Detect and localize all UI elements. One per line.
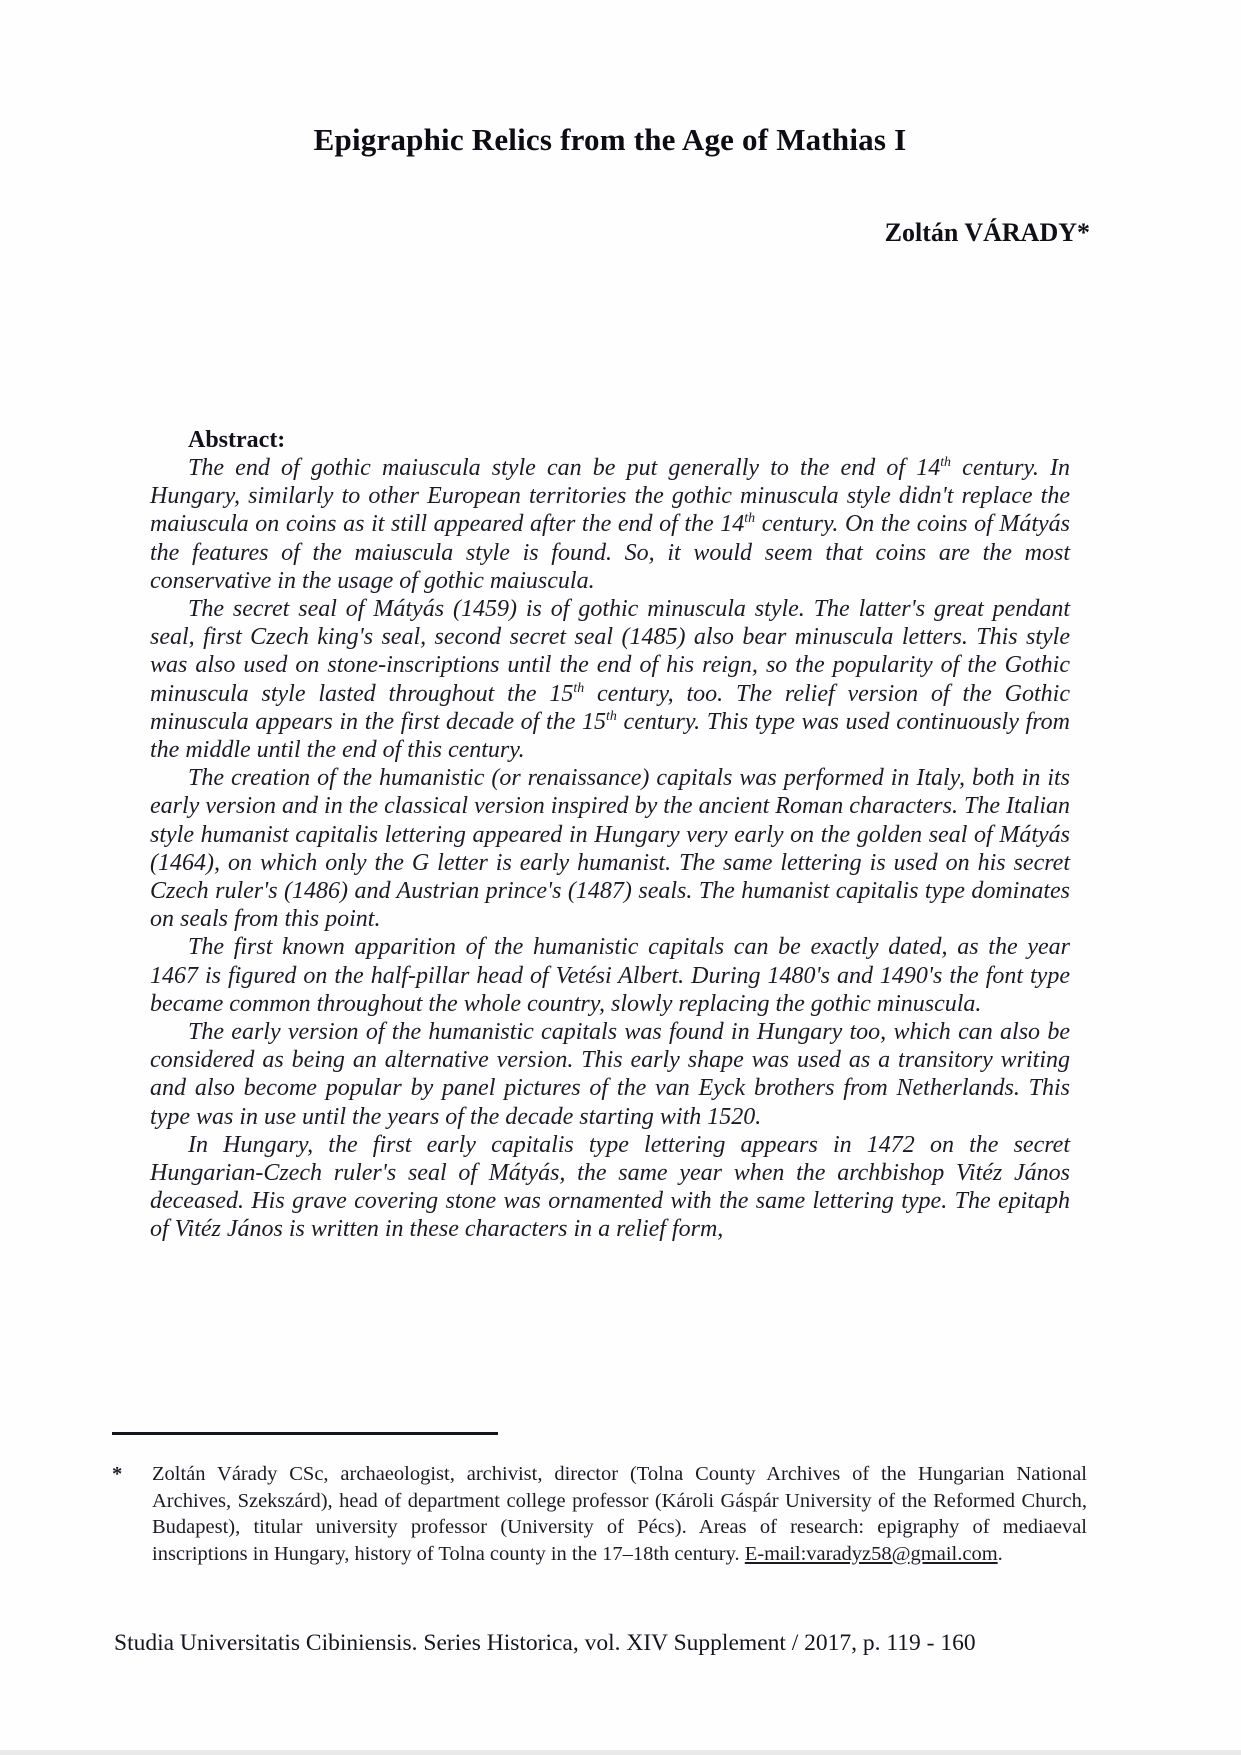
abstract-paragraph-2: The secret seal of Mátyás (1459) is of gothic minuscula style. The latter's great pendant seal, first Czech king's seal, second secret seal (1485) also bear minuscula letters. This style was also used on stone-inscriptions until the end of his reign, so the popularity of the Gothic minuscula style lasted throughout the 15th century, too. The relief version of the Gothic minuscula appears in the first decade of the 15th century. This type was used continuously from the middle until the end of this century.	[150, 596, 1071, 764]
abstract-paragraph-3: The creation of the humanistic (or renaissance) capitals was performed in Italy, both in its early version and in the classical version inspired by the ancient Roman characters. The Italian style humanist capitalis lettering appeared in Hungary very early on the golden seal of Mátyás (1464), on which only the G letter is early humanist. The same lettering is used on his secret Czech ruler's (1486) and Austrian prince's (1487) seals. The humanist capitalis type dominates on seals from this point.	[150, 765, 1070, 933]
footnote-text-trailing: .	[997, 1542, 1003, 1565]
footnote-marker: *	[112, 1463, 123, 1485]
main-column	[150, 0, 1090, 1244]
footnote-text	[152, 1461, 1087, 1567]
footnote	[112, 1461, 1087, 1567]
page-bottom-edge	[0, 1750, 1241, 1755]
abstract-heading: Abstract:	[188, 427, 286, 453]
abstract-paragraph-4: The first known apparition of the humanistic capitals can be exactly dated, as the year 1467 is figured on the half-pillar head of Vetési Albert. During 1480's and 1490's the font type became common throughout the whole country, slowly replacing the gothic minuscula.	[150, 934, 1070, 1017]
footnote-block	[112, 1432, 1087, 1567]
paper-title: Epigraphic Relics from the Age of Mathias I	[313, 122, 907, 157]
journal-footer: Studia Universitatis Cibiniensis. Series Historica, vol. XIV Supplement / 2017, p. 119 - 160	[114, 1630, 976, 1656]
footnote-separator	[112, 1432, 498, 1435]
abstract-paragraph-6: In Hungary, the first early capitalis type lettering appears in 1472 on the secret Hungarian-Czech ruler's seal of Mátyás, the same year when the archbishop Vitéz János deceased. His grave covering stone was ornamented with the same lettering type. The epitaph of Vitéz János is written in these characters in a relief form,	[150, 1131, 1070, 1243]
abstract-paragraph-1: The end of gothic maiuscula style can be put generally to the end of 14th century. In Hungary, similarly to other European territories the gothic minuscula style didn't replace the maiuscula on coins as it still appeared after the end of the 14th century. On the coins of Mátyás the features of the maiuscula style is found. So, it would seem that coins are the most conservative in the usage of gothic maiuscula.	[150, 455, 1070, 594]
email-link[interactable]: E-mail:varadyz58@gmail.com	[744, 1542, 998, 1565]
footnote-text-main: Zoltán Várady CSc, archaeologist, archivist, director (Tolna County Archives of the Hungarian National Archives, Szekszárd), head of department college professor (Károli Gáspár University of the Reformed Church, Budapest), titular university professor (University of Pécs). Areas of research: epigraphy of mediaeval inscriptions in Hungary, history of Tolna county in the 17–18th century.	[152, 1463, 1087, 1565]
abstract-paragraph-5: The early version of the humanistic capitals was found in Hungary too, which can also be considered as being an alternative version. This early shape was used as a transitory writing and also become popular by panel pictures of the van Eyck brothers from Netherlands. This type was in use until the years of the decade starting with 1520.	[150, 1019, 1070, 1130]
author-name: Zoltán VÁRADY*	[884, 218, 1090, 247]
